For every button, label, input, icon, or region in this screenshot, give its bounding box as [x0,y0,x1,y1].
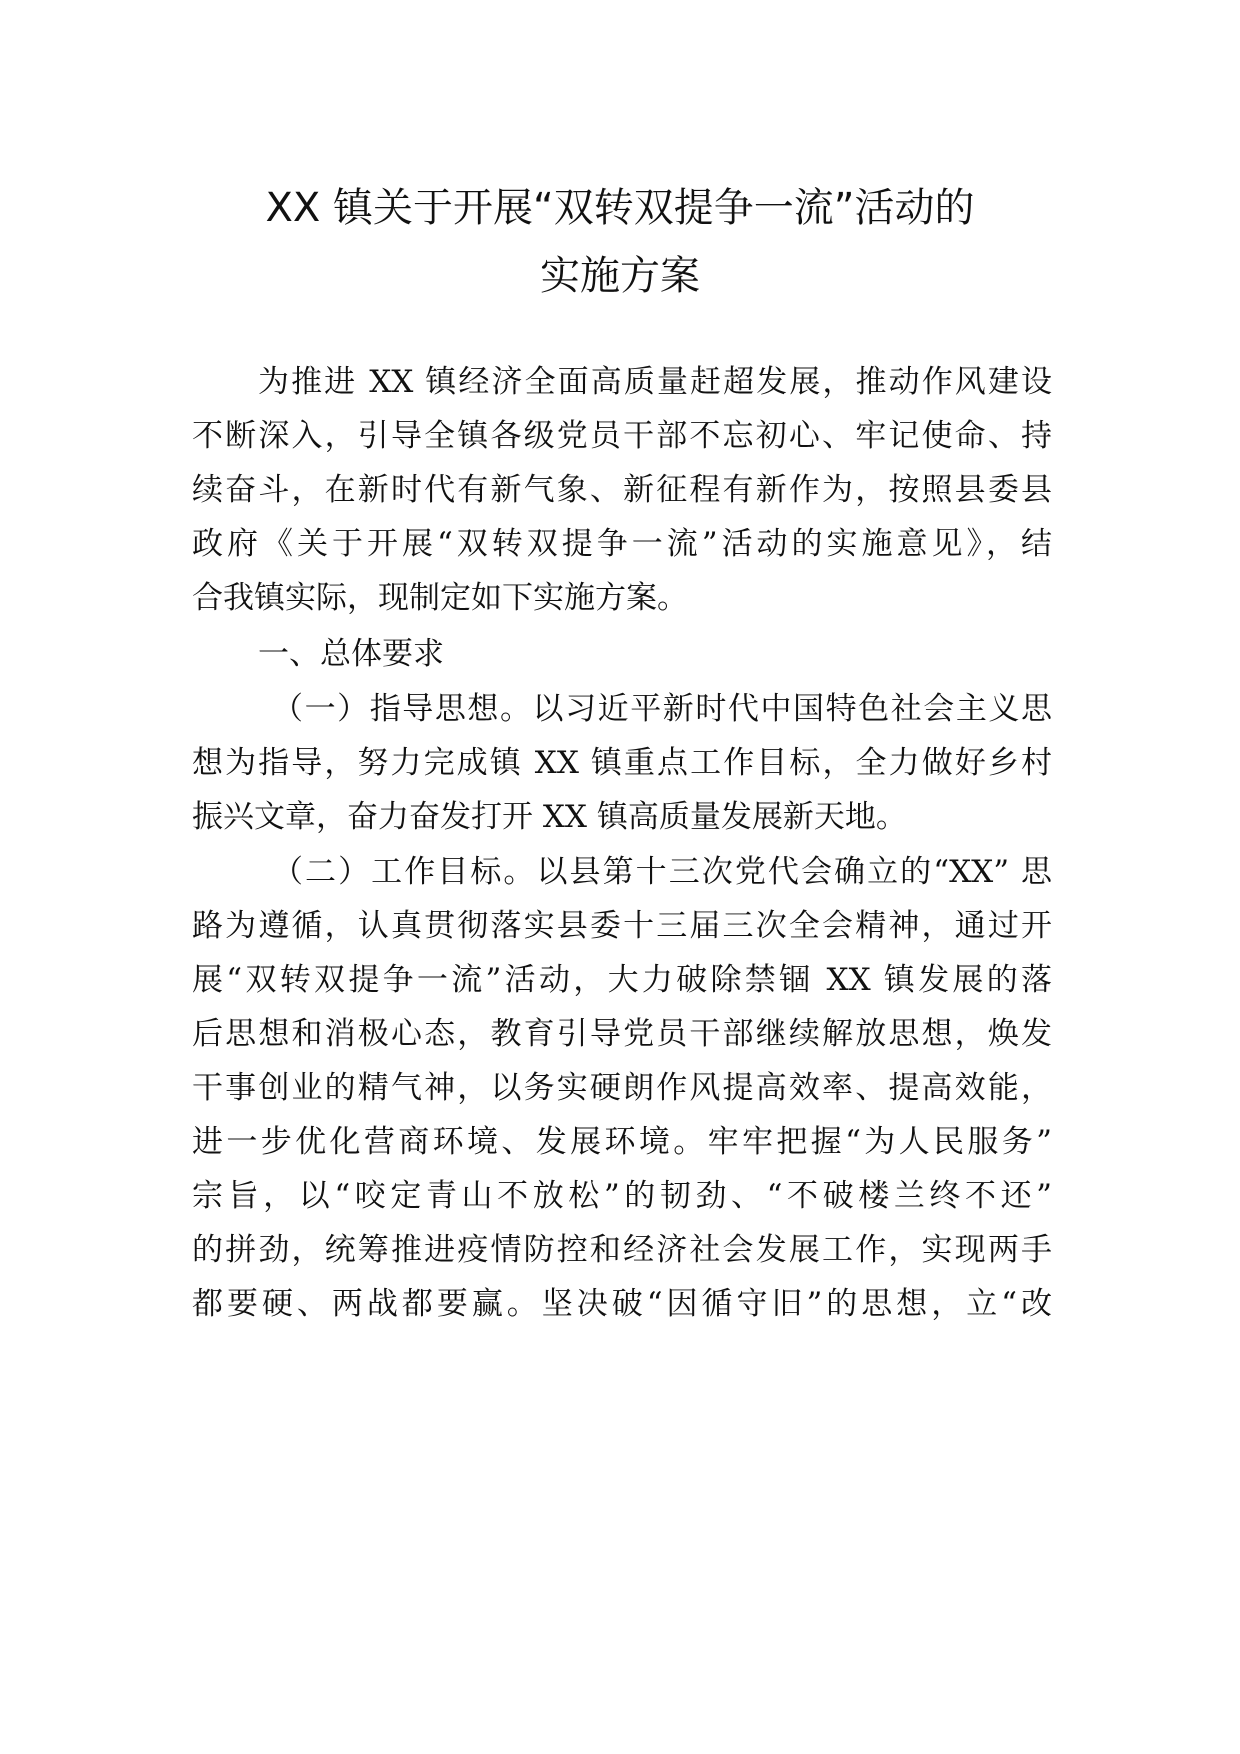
paragraph-work-goal-line-7: 宗旨，以“咬定青山不放松”的韧劲、“不破楼兰终不还” [192,1178,1052,1214]
paragraph-work-goal-line-3: 展“双转双提争一流”活动，大力破除禁锢 XX 镇发展的落 [192,962,1052,998]
paragraph-guiding-thought-line-3: 振兴文章，奋力奋发打开 XX 镇高质量发展新天地。 [192,799,907,835]
document-title-line-1: XX 镇关于开展“双转双提争一流”活动的 [265,185,975,231]
paragraph-intro-line-5: 合我镇实际，现制定如下实施方案。 [192,580,688,616]
paragraph-intro-line-2: 不断深入，引导全镇各级党员干部不忘初心、牢记使命、持 [192,418,1052,454]
paragraph-work-goal-line-9: 都要硬、两战都要赢。坚决破“因循守旧”的思想，立“改 [192,1286,1052,1322]
paragraph-intro-line-4: 政府《关于开展“双转双提争一流”活动的实施意见》，结 [192,526,1052,562]
paragraph-work-goal-line-8: 的拼劲，统筹推进疫情防控和经济社会发展工作，实现两手 [192,1232,1052,1268]
paragraph-guiding-thought-line-2: 想为指导，努力完成镇 XX 镇重点工作目标，全力做好乡村 [192,745,1052,781]
paragraph-intro-line-3: 续奋斗，在新时代有新气象、新征程有新作为，按照县委县 [192,472,1052,508]
paragraph-work-goal-line-6: 进一步优化营商环境、发展环境。牢牢把握“为人民服务” [192,1124,1052,1160]
paragraph-intro-line-1: 为推进 XX 镇经济全面高质量赶超发展，推动作风建设 [258,364,1052,400]
paragraph-guiding-thought-line-1: （一）指导思想。以习近平新时代中国特色社会主义思 [272,691,1052,727]
section-heading-general-requirements: 一、总体要求 [258,636,444,672]
document-title-line-2: 实施方案 [540,253,700,299]
paragraph-work-goal-line-1: （二）工作目标。以县第十三次党代会确立的“XX” 思 [272,854,1052,890]
paragraph-work-goal-line-5: 干事创业的精气神，以务实硬朗作风提高效率、提高效能， [192,1070,1052,1106]
paragraph-work-goal-line-4: 后思想和消极心态，教育引导党员干部继续解放思想，焕发 [192,1016,1052,1052]
paragraph-work-goal-line-2: 路为遵循，认真贯彻落实县委十三届三次全会精神，通过开 [192,908,1052,944]
